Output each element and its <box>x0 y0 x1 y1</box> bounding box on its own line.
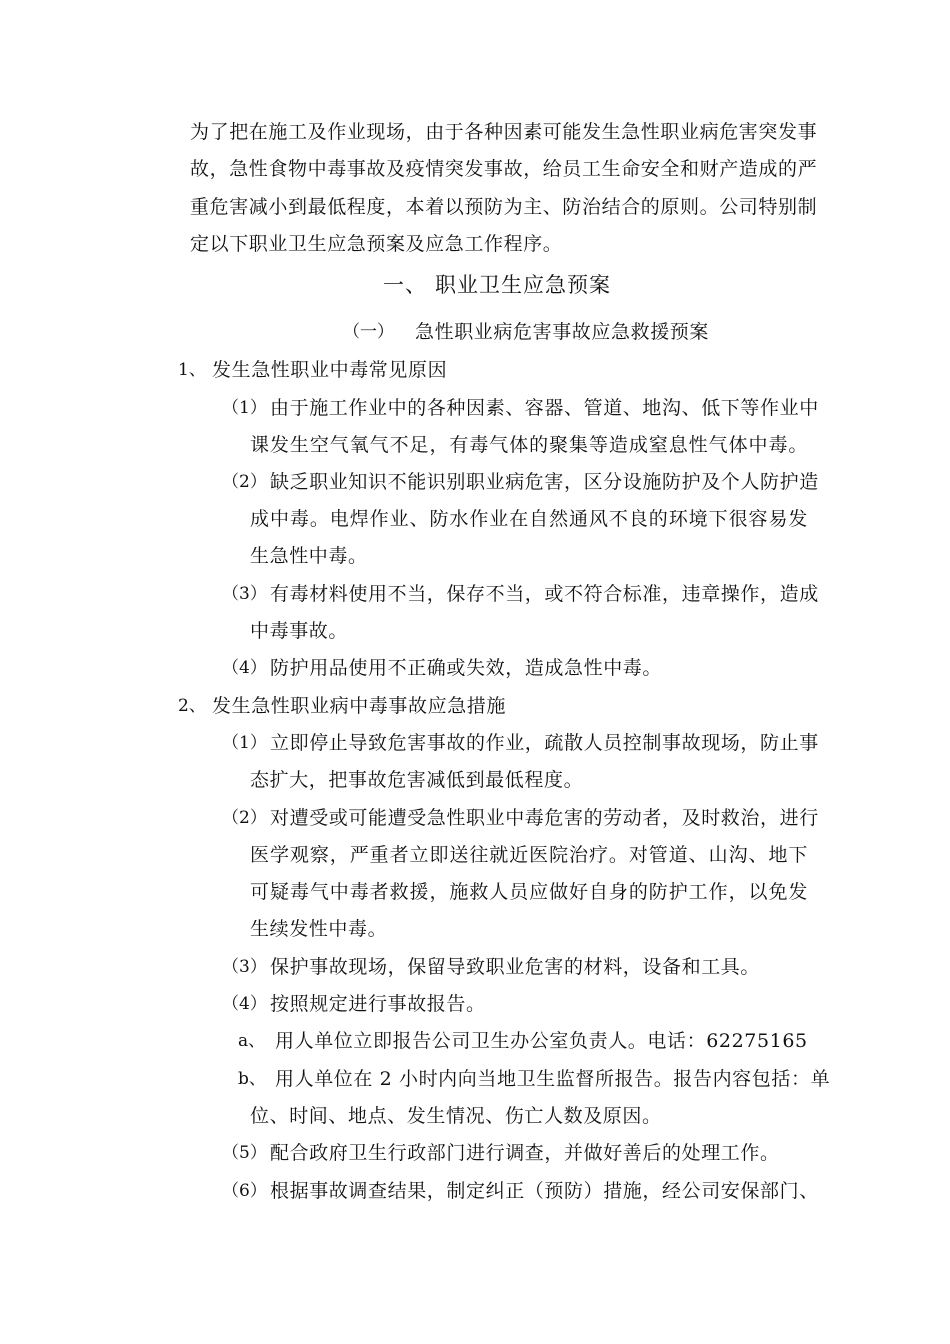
section2-subitem-a-marker: a、 <box>238 1031 266 1051</box>
intro-line-2: 故，急性食物中毒事故及疫情突发事故，给员工生命安全和财产造成的严 <box>190 158 818 180</box>
section2-item3-marker: （3） <box>222 957 267 977</box>
section2-subitem-a-line1: 用人单位立即报告公司卫生办公室负责人。电话：62275165 <box>275 1030 808 1052</box>
section2-item1-line1: 立即停止导致危害事故的作业，疏散人员控制事故现场，防止事 <box>270 732 819 754</box>
section2-item4-line1: 按照规定进行事故报告。 <box>270 993 486 1015</box>
section1-item1-line1: 由于施工作业中的各种因素、容器、管道、地沟、低下等作业中 <box>270 397 819 419</box>
section1-item3-line2: 中毒事故。 <box>250 620 349 642</box>
section2-item2-marker: （2） <box>222 808 267 828</box>
section2-item2-line3: 可疑毒气中毒者救援，施救人员应做好自身的防护工作，以免发 <box>250 881 808 903</box>
section2-subitem-b-line2: 位、时间、地点、发生情况、伤亡人数及原因。 <box>250 1105 662 1127</box>
section2-item6-marker: （6） <box>222 1181 267 1201</box>
section2-item2-line4: 生续发性中毒。 <box>250 918 388 940</box>
section1-title: 发生急性职业中毒常见原因 <box>212 359 448 381</box>
section2-item2-line1: 对遭受或可能遭受急性职业中毒危害的劳动者，及时救治，进行 <box>270 807 819 829</box>
section2-title: 发生急性职业病中毒事故应急措施 <box>212 695 507 717</box>
heading2-number: （一） <box>343 322 394 342</box>
section1-item2-line1: 缺乏职业知识不能识别职业病危害，区分设施防护及个人防护造 <box>270 471 819 493</box>
section2-item1-marker: （1） <box>222 733 267 753</box>
section2-number: 2、 <box>178 696 206 716</box>
section1-item2-marker: （2） <box>222 472 267 492</box>
section2-item5-marker: （5） <box>222 1143 267 1163</box>
section2-item5-line1: 配合政府卫生行政部门进行调查，并做好善后的处理工作。 <box>270 1142 780 1164</box>
section1-item1-marker: （1） <box>222 398 267 418</box>
section2-item2-line2: 医学观察，严重者立即送往就近医院治疗。对管道、山沟、地下 <box>250 844 808 866</box>
section2-item6-line1: 根据事故调查结果，制定纠正（预防）措施，经公司安保部门、 <box>270 1180 819 1202</box>
heading2-title: 急性职业病危害事故应急救援预案 <box>415 321 710 343</box>
section1-item1-line2: 课发生空气氧气不足，有毒气体的聚集等造成窒息性气体中毒。 <box>250 434 808 456</box>
heading1-title: 职业卫生应急预案 <box>435 273 611 297</box>
section2-item4-marker: （4） <box>222 994 267 1014</box>
intro-line-1: 为了把在施工及作业现场，由于各种因素可能发生急性职业病危害突发事 <box>190 121 818 143</box>
section2-item1-line2: 态扩大，把事故危害减低到最低程度。 <box>250 769 584 791</box>
intro-line-4: 定以下职业卫生应急预案及应急工作程序。 <box>190 233 563 255</box>
section2-subitem-b-line1: 用人单位在 2 小时内向当地卫生监督所报告。报告内容包括：单 <box>275 1068 831 1090</box>
heading1-number: 一、 <box>383 273 427 297</box>
section1-item4-line1: 防护用品使用不正确或失效，造成急性中毒。 <box>270 657 663 679</box>
section1-item3-marker: （3） <box>222 584 267 604</box>
intro-line-3: 重危害减小到最低程度，本着以预防为主、防治结合的原则。公司特别制 <box>190 196 818 218</box>
section1-item2-line3: 生急性中毒。 <box>250 545 368 567</box>
section1-item3-line1: 有毒材料使用不当，保存不当，或不符合标准，违章操作，造成 <box>270 583 819 605</box>
section1-item2-line2: 成中毒。电焊作业、防水作业在自然通风不良的环境下很容易发 <box>250 508 808 530</box>
section2-subitem-b-marker: b、 <box>238 1069 266 1089</box>
section1-item4-marker: （4） <box>222 658 267 678</box>
section1-number: 1、 <box>178 360 206 380</box>
section2-item3-line1: 保护事故现场，保留导致职业危害的材料，设备和工具。 <box>270 956 761 978</box>
